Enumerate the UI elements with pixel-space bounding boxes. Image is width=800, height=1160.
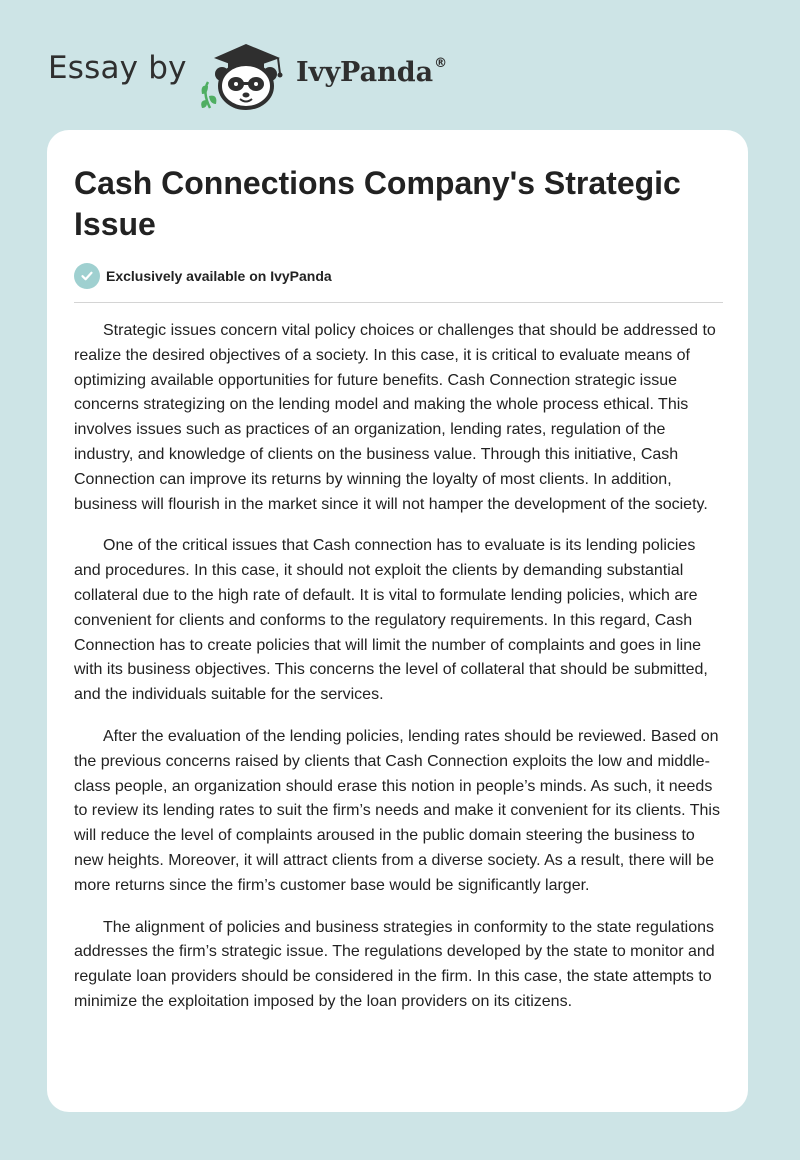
title-divider [74, 302, 723, 303]
essay-card [47, 130, 748, 1112]
brand-text: IvyPanda [296, 57, 434, 88]
site-header [48, 34, 548, 114]
page-title: Cash Connections Company's Strategic Issue [74, 165, 681, 242]
paragraph: After the evaluation of the lending policies, lending rates should be reviewed. Based on the previous concerns raised by clients that Cash Connection exploits the low and middle-class people, an organization should erase this notion in people’s minds. As such, it needs to review its lending rates to suit the firm’s needs and make it convenient for its clients. This will reduce the level of complaints aroused in the public domain steering the business to new heights. Moreover, it will attract clients from a diverse society. As a result, there will be more returns since the firm’s customer base would be significantly larger. [74, 727, 720, 894]
brand-name[interactable] [296, 56, 447, 88]
essay-by-label: Essay by [48, 50, 187, 86]
paragraph: The alignment of policies and business strategies in conformity to the state regulations addresses the firm’s strategic issue. The regulations developed by the state to monitor and regulate loan providers should be considered in the firm. In this case, the state attempts to minimize the exploitation imposed by the loan providers on its citizens. [74, 918, 715, 1010]
registered-mark: ® [434, 56, 448, 71]
exclusive-badge [74, 263, 332, 289]
paragraph: One of the critical issues that Cash connection has to evaluate is its lending policies and procedures. In this case, it should not exploit the clients by demanding substantial collateral due to the high rate of default. It is vital to formulate lending policies, which are convenient for clients and conforms to the regulatory requirements. In this regard, Cash Connection has to create policies that will limit the number of complaints and goes in line with its business objectives. This concerns the level of collateral that should be submitted, and the individuals suitable for the services. [74, 537, 708, 704]
paragraph: Strategic issues concern vital policy choices or challenges that should be addressed to realize the desired objectives of a society. In this case, it is critical to evaluate means of optimizing available opportunities for future benefits. Cash Connection strategic issue concerns strategizing on the lending model and making the whole process ethical. This involves issues such as practices of an organization, lending rates, regulation of the industry, and knowledge of clients on the business value. Through this initiative, Cash Connection can improve its returns by winning the loyalty of most clients. In addition, business will flourish in the market since it will not hamper the development of the society. [74, 322, 716, 513]
essay-body [74, 319, 724, 1032]
panda-logo-icon[interactable] [198, 36, 294, 112]
check-circle-icon [74, 263, 100, 289]
exclusive-badge-label: Exclusively available on IvyPanda [106, 268, 332, 284]
